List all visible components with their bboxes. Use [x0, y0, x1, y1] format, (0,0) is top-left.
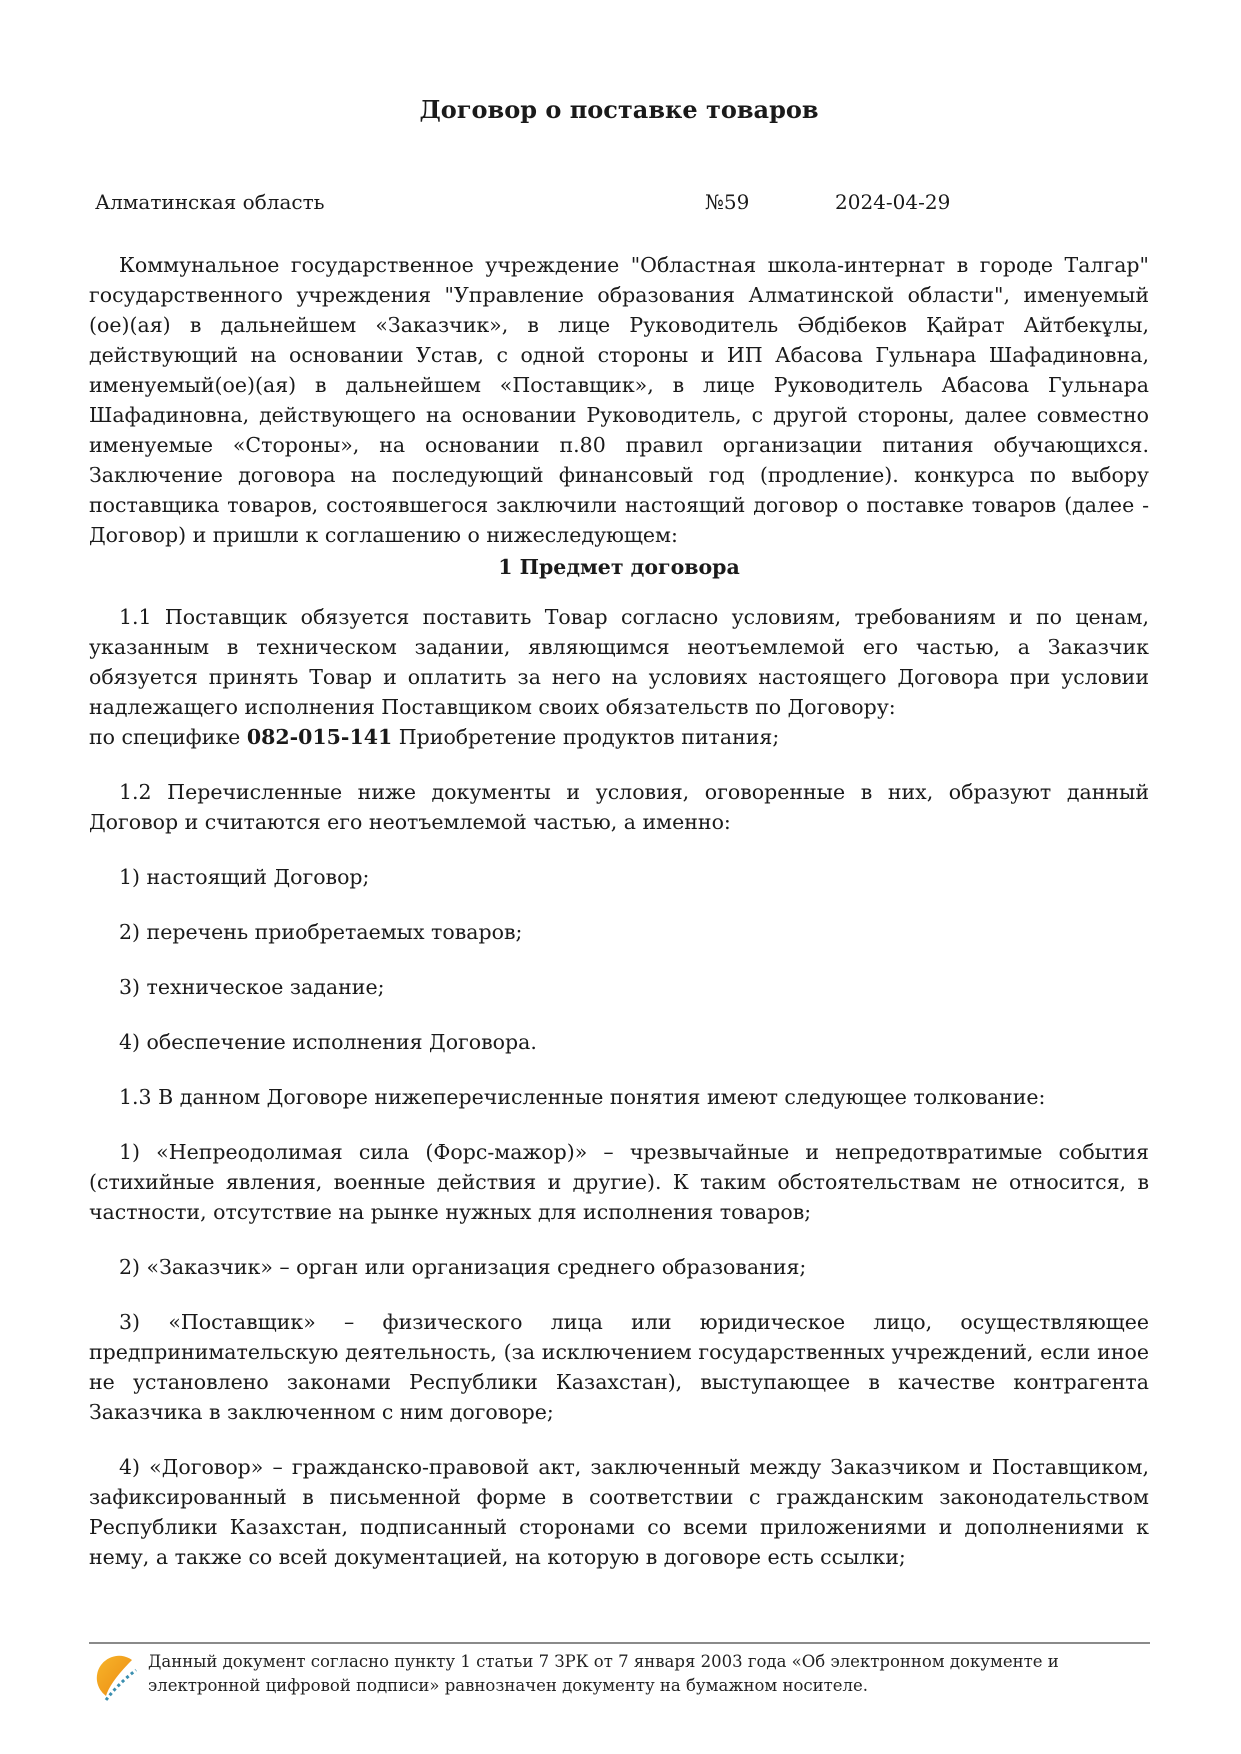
spec-line [89, 722, 1149, 752]
definition-item: 1) «Непреодолимая сила (Форс-мажор)» – чрезвычайные и непредотвратимые события (стихийные явления, военные действия и другие). К таким обстоятельствам не относится, в частности, отсутствие на рынке нужных для исполнения товаров; [89, 1140, 1149, 1224]
spec-suffix: Приобретение продуктов питания; [398, 725, 780, 749]
list-item: 3) техническое задание; [119, 975, 385, 999]
document-date: 2024-04-29 [835, 190, 951, 214]
definition-item: 3) «Поставщик» – физического лица или юридическое лицо, осуществляющее предпринимательскую деятельность, (за исключением государственных учреждений, если иное не установлено законами Республики Казахстан), выступающее в качестве контрагента Заказчика в заключенном с ним договоре; [89, 1310, 1149, 1424]
section-heading: 1 Предмет договора [498, 555, 740, 579]
document-body [89, 250, 1149, 1572]
document-meta [95, 190, 1149, 216]
footer-legal-notice: Данный документ согласно пункту 1 статьи 7 ЗРК от 7 января 2003 года «Об электронном документе и электронной цифровой подписи» равнозначен документу на бумажном носителе. [148, 1652, 1059, 1695]
spec-prefix: по специфике [89, 725, 241, 749]
clause-1-2: 1.2 Перечисленные ниже документы и условия, оговоренные в них, образуют данный Договор и считаются его неотъемлемой частью, а именно: [89, 780, 1149, 834]
definition-item: 2) «Заказчик» – орган или организация среднего образования; [119, 1255, 807, 1279]
list-item: 1) настоящий Договор; [119, 865, 370, 889]
document-title: Договор о поставке товаров [419, 95, 819, 124]
egov-sun-logo-icon [92, 1652, 142, 1706]
document-number: №59 [705, 190, 750, 214]
list-item: 2) перечень приобретаемых товаров; [119, 920, 523, 944]
preamble-paragraph: Коммунальное государственное учреждение "Областная школа-интернат в городе Талгар" государственного учреждения "Управление образования Алматинской области", именуемый (ое)(ая) в дальнейшем «Заказчик», в лице Руководитель Әбдібеков Қайрат Айтбекұлы, действующий на основании Устав, с одной стороны и ИП Абасова Гульнара Шафадиновна, именуемый(ое)(ая) в дальнейшем «Поставщик», в лице Руководитель Абасова Гульнара Шафадиновна, действующего на основании Руководитель, с другой стороны, далее совместно именуемые «Стороны», на основании п.80 правил организации питания обучающихся. Заключение договора на последующий финансовый год (продление). конкурса по выбору поставщика товаров, состоявшегося заключили настоящий договор о поставке товаров (далее - Договор) и пришли к соглашению о нижеследующем: [89, 253, 1149, 547]
spec-code: 082-015-141 [246, 725, 393, 749]
list-item: 4) обеспечение исполнения Договора. [119, 1030, 537, 1054]
definition-item: 4) «Договор» – гражданско-правовой акт, заключенный между Заказчиком и Поставщиком, зафиксированный в письменной форме в соответствии с гражданским законодательством Республики Казахстан, подписанный сторонами со всеми приложениями и дополнениями к нему, а также со всей документацией, на которую в договоре есть ссылки; [89, 1455, 1149, 1569]
clause-1-3: 1.3 В данном Договоре нижеперечисленные понятия имеют следующее толкование: [119, 1085, 1046, 1109]
clause-1-1: 1.1 Поставщик обязуется поставить Товар согласно условиям, требованиям и по ценам, указанным в техническом задании, являющимся неотъемлемой его частью, а Заказчик обязуется принять Товар и оплатить за него на условиях настоящего Договора при условии надлежащего исполнения Поставщиком своих обязательств по Договору: [89, 605, 1149, 719]
document-region: Алматинская область [95, 190, 325, 214]
footer [92, 1648, 1152, 1708]
footer-divider [89, 1642, 1150, 1644]
